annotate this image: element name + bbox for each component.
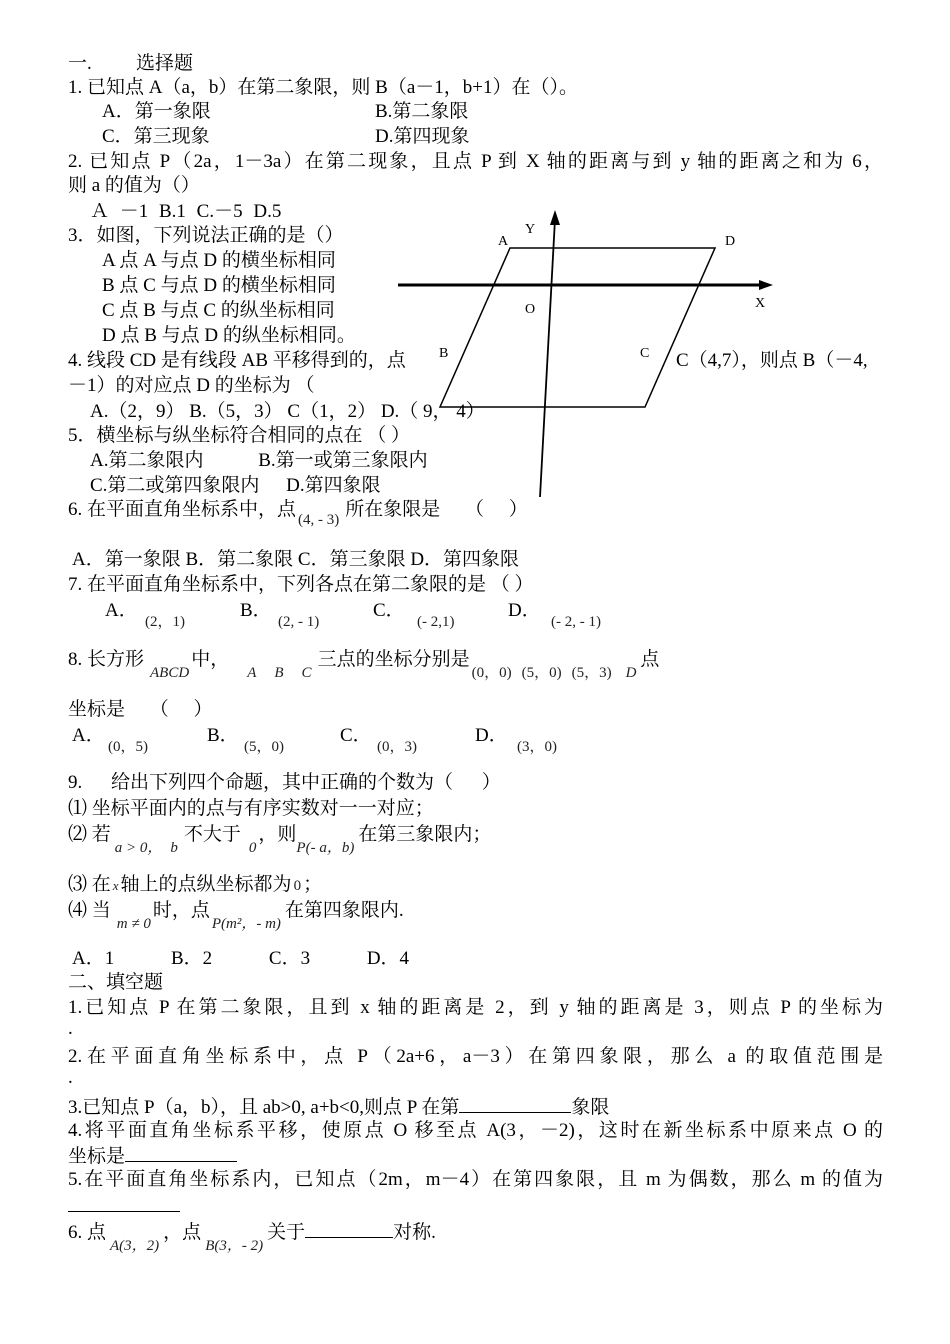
- q3-option-c: C 点 B 与点 C 的纵坐标相同: [102, 300, 335, 321]
- q9-proposition-2: [68, 823, 492, 856]
- fill1-line2: .: [68, 1018, 73, 1039]
- q3-stem: 3．如图，下列说法正确的是（）: [68, 225, 344, 246]
- q5-stem: 5．横坐标与纵坐标符合相同的点在 （ ）: [68, 425, 411, 446]
- fill6-text-b: ，点: [163, 1222, 202, 1243]
- q8-coord-3: (5，3): [571, 665, 612, 681]
- section1-heading-number: 一.: [68, 53, 92, 74]
- x-axis-arrow: [759, 280, 773, 290]
- q9-p3-math-1: x: [112, 878, 119, 893]
- q7-option-b-label: B．: [240, 600, 272, 621]
- q7-option-d-value: (- 2, - 1): [551, 614, 601, 630]
- q4-stem-left: 4. 线段 CD 是有线段 AB 平移得到的，点: [68, 350, 406, 371]
- q9-p2-d: 在第三象限内；: [358, 824, 492, 845]
- coordinate-figure: [395, 205, 785, 505]
- q2-stem-line2: 则 a 的值为（）: [68, 175, 200, 196]
- q7-option-a-label: A．: [105, 600, 138, 621]
- vertex-d-label: D: [725, 234, 736, 249]
- fill4-text: 坐标是: [68, 1146, 126, 1167]
- q8-point-b: B: [274, 665, 284, 681]
- q5-options-cd: C.第二或第四象限内 D.第四象限: [90, 475, 381, 496]
- section2-heading: 二、填空题: [68, 972, 164, 993]
- origin-label: O: [525, 302, 536, 317]
- y-axis-arrow: [550, 210, 560, 225]
- q7-option-c-label: C．: [373, 600, 405, 621]
- q6-stem-b: 所在象限是 （ ）: [345, 499, 528, 520]
- q9-stem: 9. 给出下列四个命题，其中正确的个数为（ ）: [68, 772, 501, 793]
- q8-coord-2: (5，0): [521, 665, 562, 681]
- q7-option-b-value: (2, - 1): [278, 614, 320, 630]
- fill6-point-b: B(3，- 2): [205, 1238, 264, 1254]
- y-axis: [540, 219, 555, 497]
- q8-stem: [68, 648, 660, 681]
- fill6-text-a: 6. 点: [68, 1222, 107, 1243]
- q8-option-b-label: B．: [207, 725, 239, 746]
- fill3-text-a: 3.已知点 P（a，b），且 ab>0, a+b<0,则点 P 在第: [68, 1097, 460, 1118]
- q9-proposition-1: ⑴ 坐标平面内的点与有序实数对一一对应；: [68, 798, 434, 819]
- q5-options-ab: A.第二象限内 B.第一或第三象限内: [90, 450, 428, 471]
- q9-p3-b: 轴上的点纵坐标都为: [120, 874, 292, 895]
- q8-point-d: D: [625, 665, 637, 681]
- q8-point-a: A: [247, 665, 257, 681]
- q8-option-c-value: (0，3): [377, 739, 417, 755]
- fill5-line1: 5.在平面直角坐标系内，已知点（2m，m－4）在第四象限，且 m 为偶数，那么 m 的值为: [68, 1169, 883, 1190]
- q8-coord-1: (0，0): [471, 665, 512, 681]
- q8-option-b-value: (5，0): [244, 739, 284, 755]
- q8-option-c-label: C．: [340, 725, 372, 746]
- vertex-a-label: A: [498, 234, 509, 249]
- fill2-line1: 2.在平面直角坐标系中，点 P（2a+6，a－3）在第四象限，那么 a 的取值范围是: [68, 1046, 883, 1067]
- q9-p4-a: ⑷ 当: [68, 900, 111, 921]
- section1-heading: 选择题: [136, 53, 194, 74]
- q3-option-a: A 点 A 与点 D 的横坐标相同: [102, 250, 336, 271]
- q9-p3-c: ；: [303, 874, 323, 895]
- q8-option-d-label: D．: [475, 725, 508, 746]
- vertex-b-label: B: [439, 346, 449, 361]
- parallelogram-abcd: [440, 248, 715, 407]
- q9-p4-math-1: m ≠ 0: [116, 916, 151, 932]
- q1-option-d: D.第四现象: [375, 126, 470, 147]
- q9-p3-a: ⑶ 在: [68, 874, 111, 895]
- q9-p4-math-2: P(m²，- m): [211, 916, 281, 932]
- fill4-line2: [68, 1143, 237, 1169]
- q9-p4-b: 时，点: [152, 900, 210, 921]
- q1-stem: 1. 已知点 A（a，b）在第二象限，则 B（a－1，b+1）在（）。: [68, 77, 578, 98]
- q9-proposition-4: [68, 899, 404, 932]
- q8-point-c: C: [301, 665, 312, 681]
- q9-p2-math-3: 0: [248, 840, 257, 856]
- q8-end: 点: [640, 649, 660, 670]
- q9-p3-math-2: 0: [293, 878, 302, 894]
- q3-option-d: D 点 B 与点 D 的纵坐标相同。: [102, 325, 356, 346]
- q6-options: A．第一象限 B．第二象限 C．第三象限 D．第四象限: [72, 549, 520, 570]
- fill6: [68, 1219, 436, 1254]
- q4-stem-line2: －1）的对应点 D 的坐标为 （: [68, 375, 315, 396]
- fill2-line2: .: [68, 1067, 73, 1088]
- q8-rect-name: ABCD: [150, 665, 190, 681]
- q9-p2-a: ⑵ 若: [68, 824, 111, 845]
- q7-option-d-label: D．: [508, 600, 541, 621]
- fill4-line1: 4.将平面直角坐标系平移，使原点 O 移至点 A(3，－2)，这时在新坐标系中原来点 O 的: [68, 1120, 883, 1141]
- q6-point: (4, - 3): [298, 512, 340, 528]
- q9-p2-math-4: P(- a，b): [296, 840, 355, 856]
- q8-option-a-value: (0，5): [108, 739, 148, 755]
- q7-option-c-value: (- 2,1): [417, 614, 455, 630]
- fill5-line2: [68, 1193, 180, 1219]
- q9-p2-math-1: a > 0，: [114, 840, 163, 856]
- q9-p4-c: 在第四象限内.: [284, 900, 404, 921]
- fill5-answer-blank[interactable]: [68, 1193, 180, 1212]
- fill6-text-d: 对称.: [393, 1222, 436, 1243]
- q7-option-a-value: (2，1): [145, 614, 185, 630]
- q4-options: A.（2，9） B.（5，3） C（1，2） D.（ 9， 4）: [90, 401, 485, 422]
- q9-p2-c: ，则: [258, 824, 297, 845]
- q4-stem-right: C（4,7），则点 B（－4,: [676, 350, 868, 371]
- q8-line2: 坐标是 （ ）: [68, 699, 213, 720]
- q8-option-d-value: (3，0): [517, 739, 557, 755]
- fill1-line1: 1.已知点 P 在第二象限，且到 x 轴的距离是 2，到 y 轴的距离是 3，则点 P 的坐标为: [68, 997, 883, 1018]
- fill3-text-b: 象限: [571, 1097, 610, 1118]
- q6-stem-a: 6. 在平面直角坐标系中，点: [68, 499, 297, 520]
- q3-option-b: B 点 C 与点 D 的横坐标相同: [102, 275, 336, 296]
- q2-options: Ａ －1 B.1 C.－5 D.5: [90, 201, 282, 222]
- x-axis-label: X: [755, 296, 766, 311]
- q6-stem: [68, 498, 528, 528]
- fill6-point-a: A(3，2): [110, 1238, 160, 1254]
- q8-mid1: 中，: [191, 649, 230, 670]
- q8-option-a-label: A．: [72, 725, 105, 746]
- fill4-answer-blank[interactable]: [125, 1143, 237, 1162]
- q9-p2-b: 不大于: [183, 824, 241, 845]
- q9-p2-math-2: b: [170, 840, 178, 856]
- fill3: [68, 1094, 609, 1120]
- q1-option-c: C．第三现象: [102, 126, 210, 147]
- fill6-answer-blank[interactable]: [305, 1219, 393, 1238]
- q9-proposition-3: [68, 873, 322, 898]
- q2-stem-line1: 2. 已知点 P（2a，1－3a）在第二现象，且点 P 到 X 轴的距离与到 y 轴的距离之和为 6，: [68, 151, 883, 172]
- fill6-text-c: 关于: [267, 1222, 306, 1243]
- vertex-c-label: C: [640, 346, 650, 361]
- q7-stem: 7. 在平面直角坐标系中，下列各点在第二象限的是 （ ）: [68, 574, 534, 595]
- q1-option-b: B.第二象限: [375, 101, 469, 122]
- q8-mid2: 三点的坐标分别是: [317, 649, 470, 670]
- y-axis-label: Y: [525, 222, 536, 237]
- q1-option-a: A．第一象限: [102, 101, 211, 122]
- fill3-answer-blank[interactable]: [459, 1094, 571, 1113]
- q8-pre: 8. 长方形: [68, 649, 145, 670]
- q9-options: A．1 B．2 C．3 D．4: [72, 948, 410, 969]
